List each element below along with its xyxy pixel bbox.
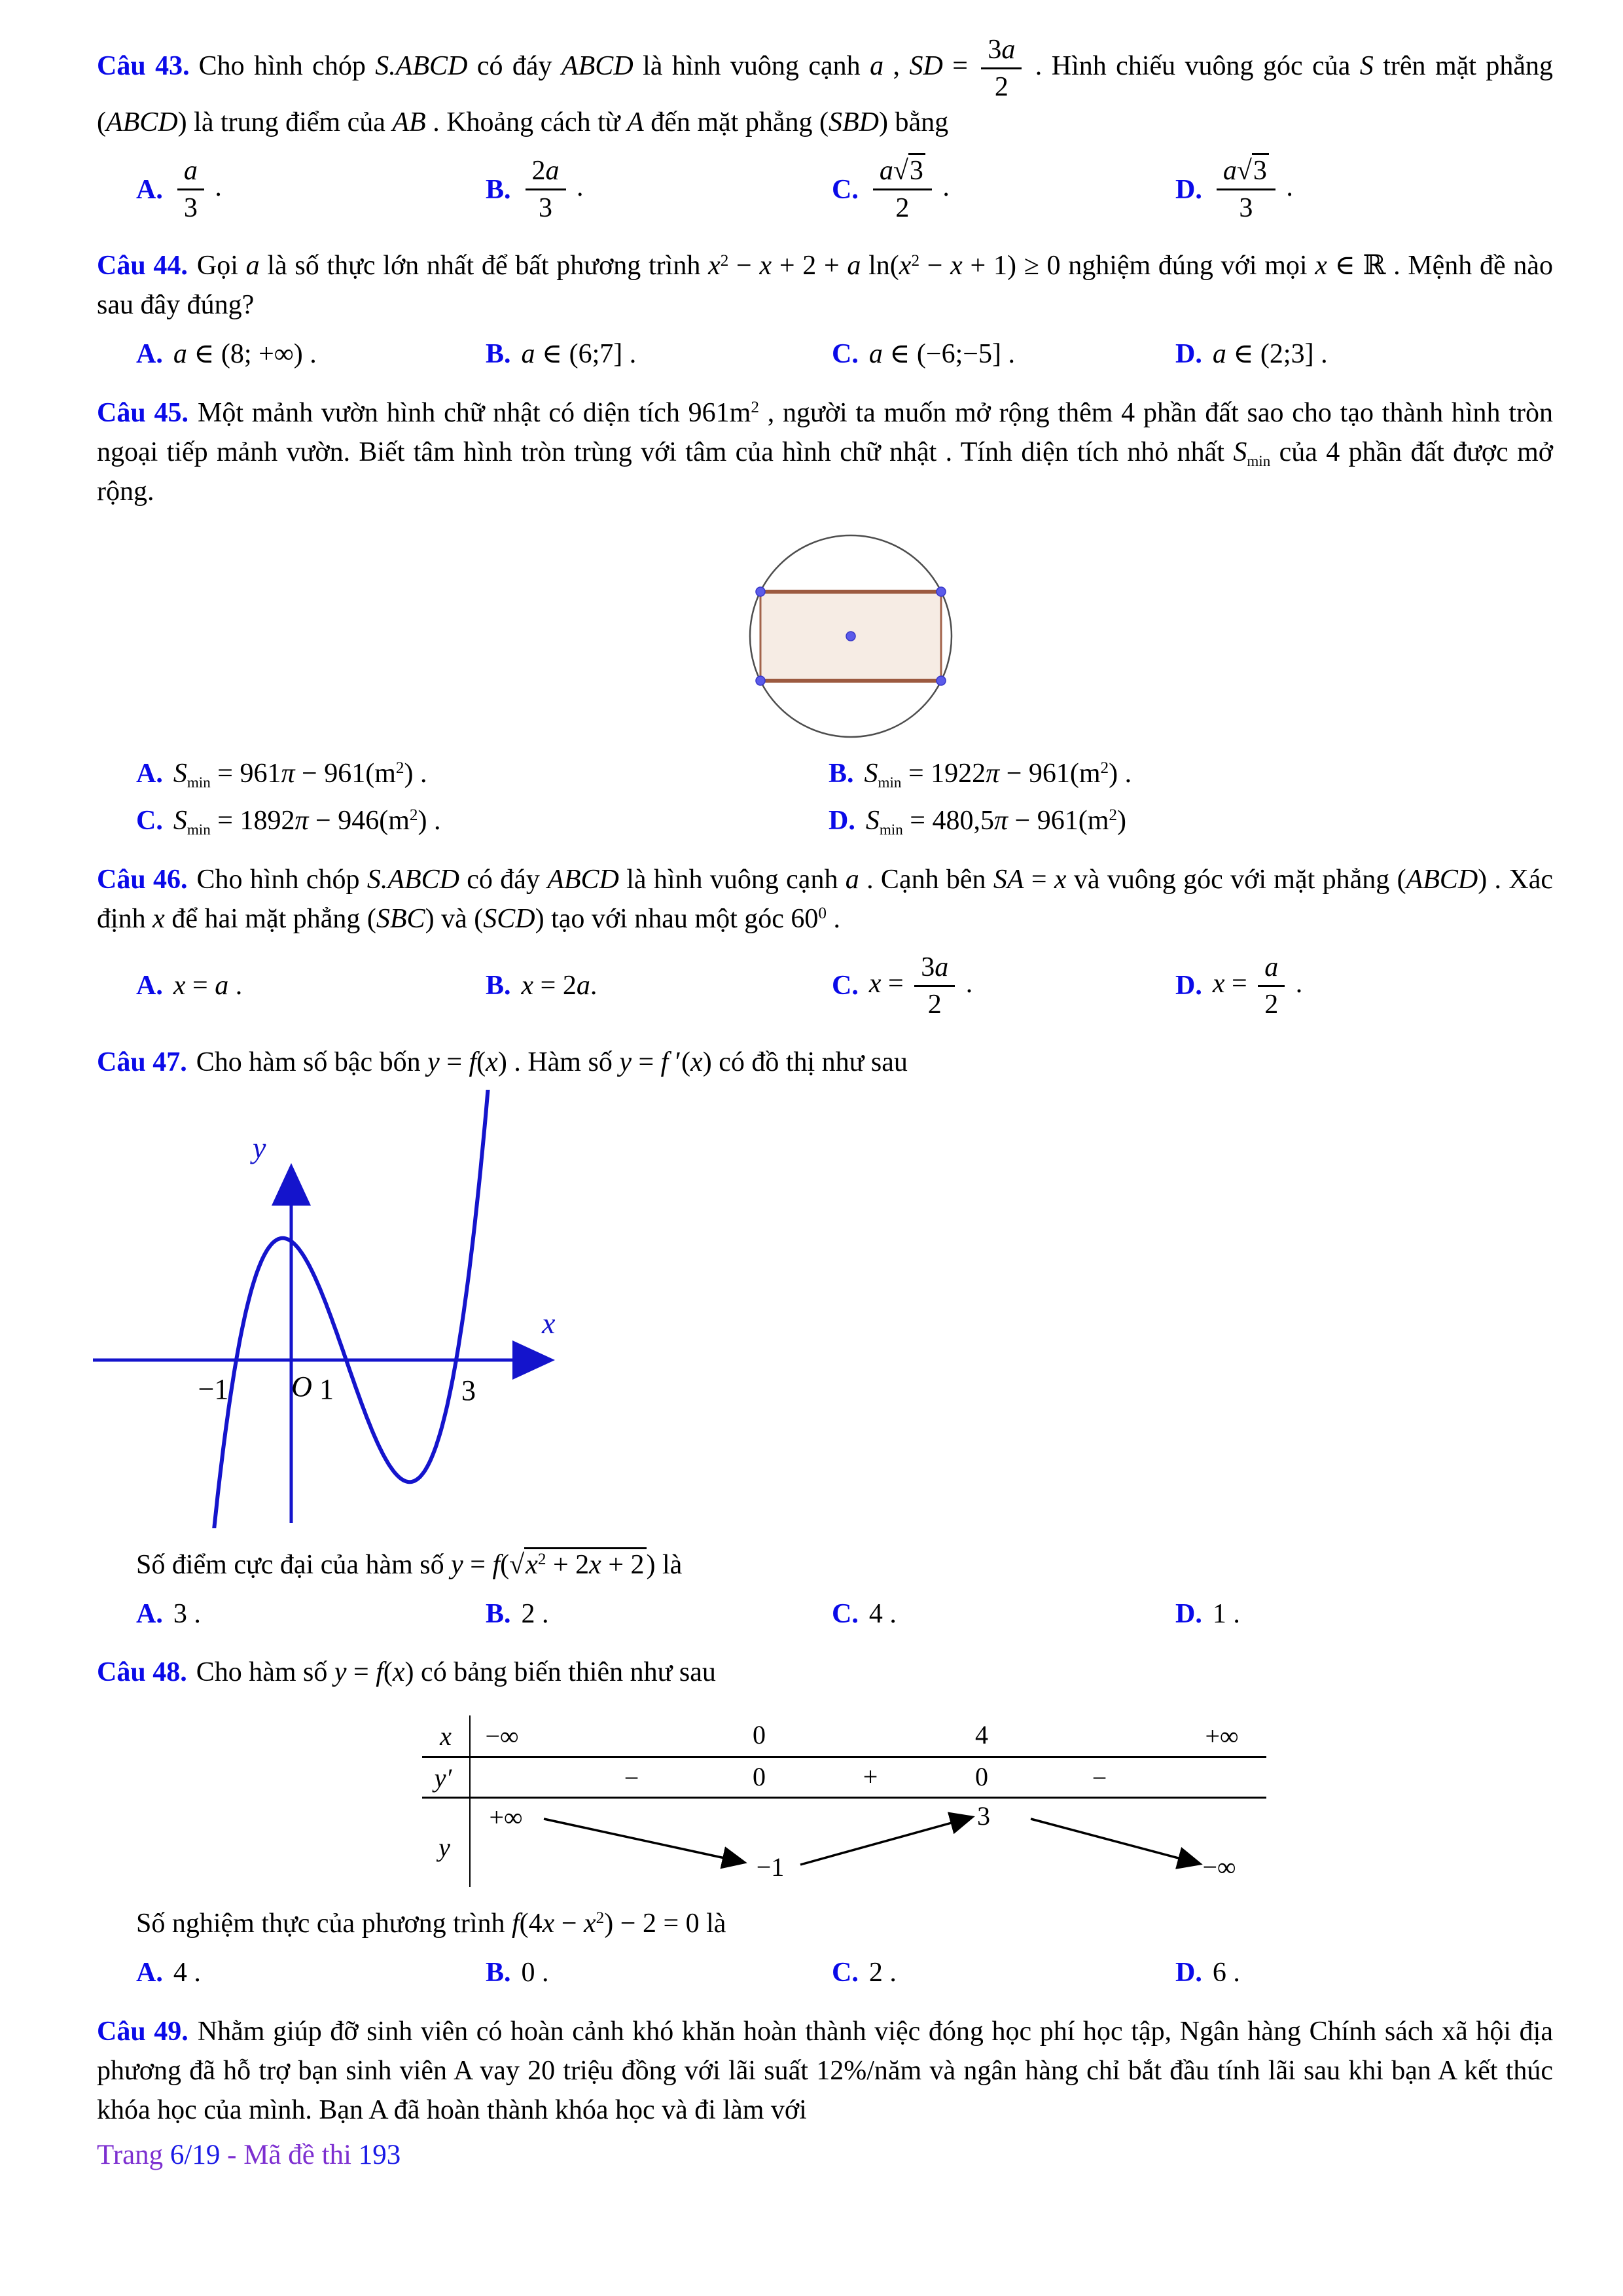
option-45-b: B. $S_{min} = 1922\pi - 961(m^2)$ . [829, 758, 1132, 791]
x-value: −∞ [485, 1721, 519, 1751]
option-43-b: B. $\frac{2a}{3}$ . [486, 156, 584, 224]
y-axis-label: y [253, 1130, 266, 1164]
sign: + [863, 1762, 878, 1792]
inscribed-rectangle-figure [730, 528, 972, 744]
footer-part: Mã đề thi [243, 2139, 359, 2170]
option-47-d: D. 1 . [1175, 1598, 1240, 1629]
question-44-answers [136, 338, 1553, 370]
y-value: −1 [756, 1852, 785, 1882]
option-46-d: D. x = $\frac{a}{2}$ . [1175, 952, 1303, 1020]
row-label-yprime: y′ [434, 1763, 452, 1793]
question-49 [97, 2012, 1553, 2130]
x-value: +∞ [1205, 1721, 1239, 1751]
center-dot [846, 632, 855, 641]
question-43-answers [136, 155, 1553, 224]
option-44-a: A. a ∈ (8; +∞) . [136, 339, 317, 370]
question-45-stem: Câu 45. Một mảnh vườn hình chữ nhật có diện tích $961m^2$ , người ta muốn mở rộng thêm 4 phần đất sao cho tạo thành hình tròn ngoại tiếp mảnh vườn. Biết tâm hình tròn trùng với tâm của hình chữ nhật . Tính diện tích nhỏ nhất $S_{min}$ của 4 phần đất được mở rộng. [97, 397, 1554, 507]
row-label-x: x [440, 1721, 452, 1751]
option-43-c: C. $\frac{a√3}{2}$ . [832, 155, 1175, 224]
question-43-stem: Câu 43. Cho hình chóp S.ABCD có đáy ABCD là hình vuông cạnh a , SD = $\frac{3a}{2}$ . Hình chiếu vuông góc của S trên mặt phẳng (ABCD) là trung điểm của AB . Khoảng cách từ A đến mặt phẳng (SBD) bằng [97, 35, 1553, 138]
question-48 [97, 1653, 1553, 1989]
sign: − [624, 1763, 639, 1793]
option-48-d: D. 6 . [1175, 1958, 1240, 1988]
option-45-c: C. $S_{min} = 1892\pi - 946(m^2)$ . [136, 806, 441, 838]
option-47-a: A. 3 . [136, 1598, 201, 1629]
option-48-c: C. 2 . [832, 1958, 897, 1988]
question-47-stem: Câu 47. Cho hàm số bậc bốn y = f(x) . Hàm số y = f ′(x) có đồ thị như sau [97, 1047, 908, 1077]
question-44-stem: Câu 44. Gọi a là số thực lớn nhất để bất phương trình $x^2 - x + 2 + a$ $\ln(x^2 - x + 1) \ge 0$ nghiệm đúng với mọi x ∈ ℝ . Mệnh đề nào sau đây đúng? [97, 251, 1554, 321]
question-48-subquestion: Số nghiệm thực của phương trình $f(4x - x^2) - 2 = 0$ là [136, 1909, 726, 1939]
sign: 0 [753, 1762, 766, 1792]
option-45-d: D. $S_{min} = 480,5\pi - 961(m^2)$ [829, 806, 1126, 838]
footer-part: Trang [97, 2139, 170, 2170]
question-46-stem: Câu 46. Cho hình chóp S.ABCD có đáy ABCD là hình vuông cạnh a . Cạnh bên SA = x và vuông góc với mặt phẳng (ABCD) . Xác định x để hai mặt phẳng (SBC) và (SCD) tạo với nhau một góc $60^0$ . [97, 864, 1553, 934]
question-46-label: Câu 46. [97, 864, 188, 895]
footer-part: - [220, 2139, 244, 2170]
question-47-answers [136, 1598, 1553, 1630]
f-prime-curve [200, 1090, 490, 1528]
tick-minus1: −1 [198, 1372, 229, 1405]
option-43-a: A. $\frac{a}{3}$ . [136, 156, 222, 224]
derivative-graph [85, 1090, 589, 1528]
question-45-label: Câu 45. [97, 397, 188, 428]
tick-1: 1 [319, 1372, 334, 1405]
sign: 0 [975, 1762, 988, 1792]
question-48-answers [136, 1956, 1553, 1989]
option-43-d: D. $\frac{a√3}{3}$ . [1175, 155, 1553, 224]
question-47 [97, 1043, 1553, 1630]
question-45-answers [136, 757, 1553, 838]
y-value: −∞ [1202, 1852, 1236, 1882]
option-46-a: A. x = a . [136, 970, 243, 1001]
option-47-b: B. 2 . [486, 1598, 549, 1629]
question-49-label: Câu 49. [97, 2016, 188, 2047]
option-46-c: C. x = $\frac{3a}{2}$ . [832, 952, 973, 1020]
origin-label: O [291, 1370, 312, 1403]
x-value: 0 [753, 1720, 766, 1750]
variation-arrows [422, 1715, 1266, 1887]
y-value: +∞ [489, 1803, 523, 1833]
row-label-y: y [438, 1833, 450, 1863]
option-44-c: C. a ∈ (−6;−5] . [832, 339, 1015, 370]
tick-3: 3 [461, 1374, 476, 1407]
variation-table [422, 1715, 1266, 1887]
question-48-label: Câu 48. [97, 1657, 187, 1688]
question-48-stem: Câu 48. Cho hàm số y = f(x) có bảng biến thiên như sau [97, 1657, 716, 1688]
sign: − [1092, 1763, 1107, 1793]
option-48-a: A. 4 . [136, 1958, 201, 1988]
footer-part: 193 [358, 2139, 401, 2170]
option-44-b: B. a ∈ (6;7] . [486, 339, 637, 370]
y-value: 3 [977, 1801, 990, 1831]
option-44-d: D. a ∈ (2;3] . [1175, 339, 1328, 370]
question-45 [97, 393, 1553, 838]
option-47-c: C. 4 . [832, 1598, 897, 1629]
page-footer [97, 2139, 1553, 2171]
option-45-a: A. $S_{min} = 961\pi - 961(m^2)$ . [136, 758, 427, 791]
question-46 [97, 860, 1553, 1020]
question-47-label: Câu 47. [97, 1047, 187, 1077]
question-43 [97, 34, 1553, 224]
footer-part: 6/19 [169, 2139, 221, 2170]
question-44 [97, 246, 1553, 370]
question-44-label: Câu 44. [97, 251, 188, 281]
question-46-answers [136, 952, 1553, 1020]
x-axis-label: x [542, 1306, 556, 1340]
question-47-subquestion: Số điểm cực đại của hàm số $y = f(√x^2 + 2x + 2)$ là [97, 1545, 1553, 1585]
question-43-label: Câu 43. [97, 51, 190, 82]
option-46-b: B. x = 2a. [486, 970, 597, 1001]
question-49-stem: Câu 49. Nhằm giúp đỡ sinh viên có hoàn cảnh khó khăn hoàn thành việc đóng học phí học tập, Ngân hàng Chính sách xã hội địa phương đã hỗ trợ bạn sinh viên A vay 20 triệu đồng với lãi suất 12%/năm và ngân hàng chỉ bắt đầu tính lãi sau khi bạn A kết thúc khóa học của mình. Bạn A đã hoàn thành khóa học và đi làm với [97, 2016, 1553, 2125]
x-value: 4 [975, 1720, 988, 1750]
option-48-b: B. 0 . [486, 1958, 549, 1988]
